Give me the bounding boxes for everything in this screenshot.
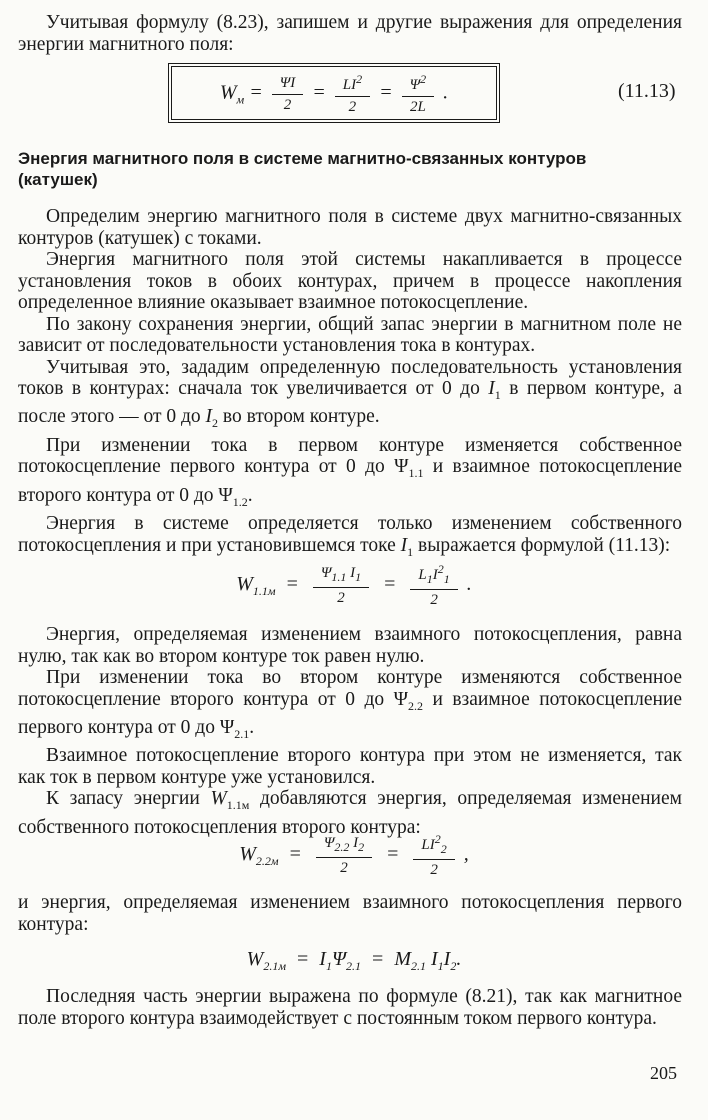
- page-number: 205: [650, 1063, 677, 1083]
- formula-box: [168, 63, 500, 123]
- paragraph-7: Энергия, определяемая изменением взаимного потокосцепления, равна нулю, так как во втором контуре ток равен нулю.: [18, 624, 682, 667]
- body-block-4: [18, 986, 682, 1029]
- paragraph-3: По закону сохранения энергии, общий запас энергии в магнитном поле не зависит от последовательности установления тока в контурах.: [18, 313, 682, 356]
- equation-w21: $W_{2.1м} = I_1\Psi_{2.1} = M_{2.1}$ $I_1I_2$.: [246, 948, 462, 973]
- body-block-3: [18, 892, 682, 935]
- body-block-2: [18, 624, 682, 838]
- section-heading: Энергия магнитного поля в системе магнитно-связанных контуров (катушек): [18, 149, 587, 189]
- intro-paragraph: [18, 12, 682, 55]
- fraction-psi2-2l: $\frac{\Psi^2}{2L}$: [402, 72, 435, 116]
- paragraph-2: Энергия магнитного поля этой системы накапливается в процессе установления токов в обоих контурах, причем в процессе накопления определенное влияние оказывает взаимное потокосцепление.: [18, 249, 682, 313]
- body-block-1: [18, 206, 682, 563]
- equation-number: (11.13): [618, 80, 676, 102]
- paragraph-12: Последняя часть энергии выражена по формуле (8.21), так как магнитное поле второго контура взаимодействует с постоянным током первого контура.: [18, 986, 682, 1029]
- paragraph-9: Взаимное потокосцепление второго контура при этом не изменяется, так как ток в первом контуре уже установился.: [18, 745, 682, 788]
- paragraph-5: При изменении тока в первом контуре изменяется собственное потокосцепление первого контура от 0 до $\Psi_{1.1}$ и взаимное потокосцепление второго контура от 0 до $\Psi_{1.2}$.: [18, 434, 682, 509]
- fraction-psi-i: $\frac{\Psi I}{2}$: [272, 75, 304, 114]
- equation-w22: $W_{2.2м}$ = $\frac{\Psi_{2.2} I_2}{2}$ = $\frac{LI^2_2}{2}$ ,: [239, 832, 469, 878]
- paragraph-6: Энергия в системе определяется только изменением собственного потокосцепления и при установившемся токе $I_1$ выражается формулой (11.13):: [18, 513, 682, 559]
- paragraph-8: При изменении тока во втором контуре изменяются собственное потокосцепление второго контура от 0 до $\Psi_{2.2}$ и взаимное потокосцепление первого контура от 0 до $\Psi_{2.1}$.: [18, 667, 682, 741]
- fraction-l-i2: $\frac{LI^2}{2}$: [335, 72, 370, 116]
- paragraph-4: Учитывая это, зададим определенную последовательность установления токов в контурах: сначала ток увеличивается от 0 до $I_1$ в первом контуре, а после этого — от 0 до $I_2$ во втором контуре.: [18, 356, 682, 431]
- formula-w: W: [219, 81, 237, 104]
- paragraph-1: Определим энергию магнитного поля в системе двух магнитно-связанных контуров (катушек) с токами.: [18, 206, 682, 249]
- formula-11-13: $W_м$ = $\frac{\Psi I}{2}$ = $\frac{LI^2}{2}$ = $\frac{\Psi^2}{2L}$ .: [219, 72, 449, 115]
- paragraph-11: и энергия, определяемая изменением взаимного потокосцепления первого контура:: [18, 892, 682, 935]
- equation-w11: $W_{1.1м}$ = $\frac{\Psi_{1.1} I_1}{2}$ = $\frac{L_1I^2_1}{2}$ .: [236, 562, 472, 608]
- intro-text: Учитывая формулу (8.23), запишем и другие выражения для определения энергии магнитного поля:: [18, 12, 682, 55]
- paragraph-10: К запасу энергии $W_{1.1м}$ добавляются энергия, определяемая изменением собственного потокосцепления второго контура:: [18, 788, 682, 838]
- formula-w-sub: м: [236, 92, 245, 107]
